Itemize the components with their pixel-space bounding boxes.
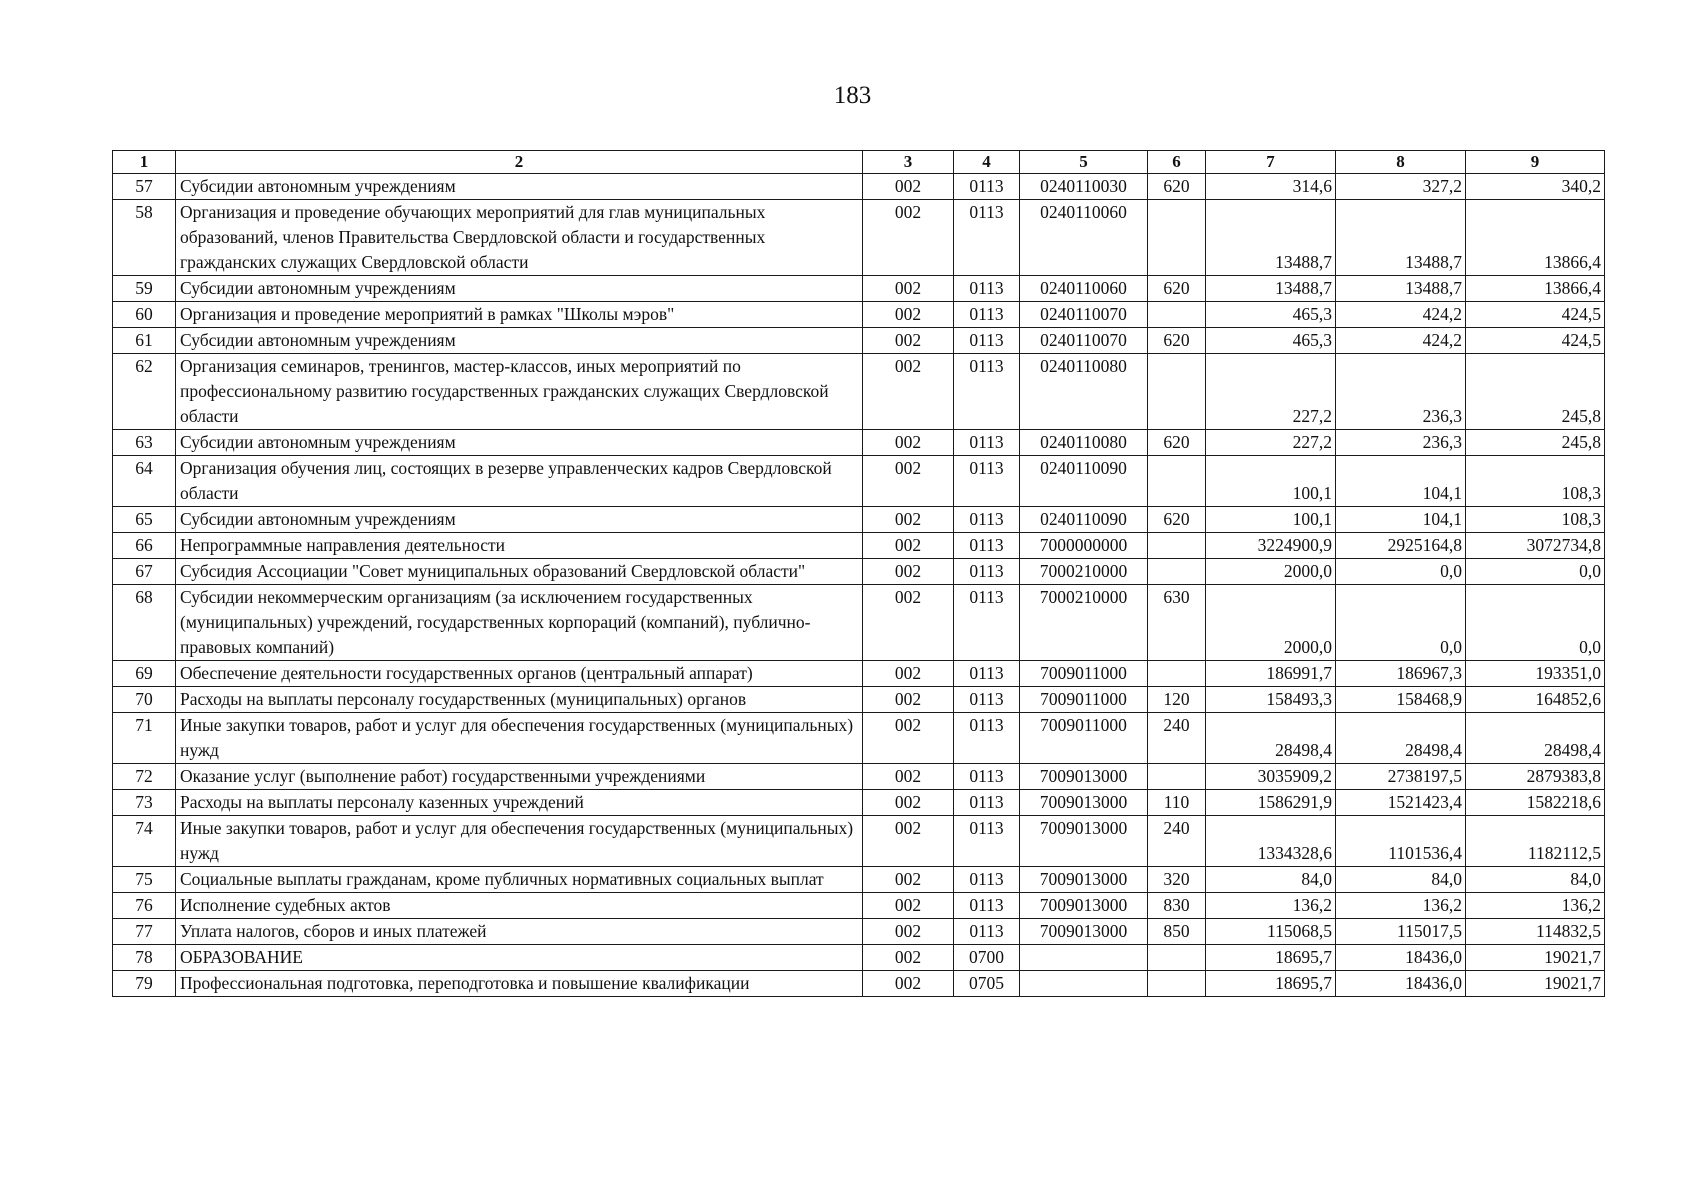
row-value-8: 0,0 bbox=[1336, 559, 1466, 585]
row-number: 65 bbox=[113, 507, 176, 533]
table-row bbox=[113, 687, 1605, 713]
row-value-9: 245,8 bbox=[1466, 354, 1605, 430]
row-value-7: 1334328,6 bbox=[1206, 816, 1336, 867]
row-code-5: 7009013000 bbox=[1020, 893, 1148, 919]
row-value-8: 424,2 bbox=[1336, 328, 1466, 354]
row-number: 77 bbox=[113, 919, 176, 945]
row-code-4: 0705 bbox=[954, 971, 1020, 997]
row-name: Организация и проведение мероприятий в рамках "Школы мэров" bbox=[176, 302, 863, 328]
row-number: 57 bbox=[113, 174, 176, 200]
row-code-5: 7009011000 bbox=[1020, 661, 1148, 687]
row-code-3: 002 bbox=[863, 507, 954, 533]
col-header-6: 6 bbox=[1148, 151, 1206, 174]
row-code-5: 0240110030 bbox=[1020, 174, 1148, 200]
row-code-6: 620 bbox=[1148, 328, 1206, 354]
row-value-9: 108,3 bbox=[1466, 507, 1605, 533]
row-value-9: 1182112,5 bbox=[1466, 816, 1605, 867]
col-header-5: 5 bbox=[1020, 151, 1148, 174]
row-code-3: 002 bbox=[863, 533, 954, 559]
row-value-8: 104,1 bbox=[1336, 456, 1466, 507]
row-code-3: 002 bbox=[863, 764, 954, 790]
row-value-9: 1582218,6 bbox=[1466, 790, 1605, 816]
budget-table bbox=[112, 150, 1605, 997]
row-value-8: 236,3 bbox=[1336, 430, 1466, 456]
col-header-8: 8 bbox=[1336, 151, 1466, 174]
row-code-5: 7009013000 bbox=[1020, 919, 1148, 945]
row-code-5: 7009011000 bbox=[1020, 687, 1148, 713]
col-header-7: 7 bbox=[1206, 151, 1336, 174]
table-row bbox=[113, 328, 1605, 354]
row-code-4: 0113 bbox=[954, 276, 1020, 302]
row-code-4: 0113 bbox=[954, 456, 1020, 507]
row-value-8: 158468,9 bbox=[1336, 687, 1466, 713]
row-value-7: 227,2 bbox=[1206, 354, 1336, 430]
row-value-8: 13488,7 bbox=[1336, 276, 1466, 302]
row-number: 75 bbox=[113, 867, 176, 893]
row-code-3: 002 bbox=[863, 713, 954, 764]
row-code-3: 002 bbox=[863, 893, 954, 919]
row-code-4: 0113 bbox=[954, 302, 1020, 328]
row-code-6: 830 bbox=[1148, 893, 1206, 919]
row-code-4: 0113 bbox=[954, 764, 1020, 790]
row-name: Социальные выплаты гражданам, кроме публичных нормативных социальных выплат bbox=[176, 867, 863, 893]
row-code-4: 0113 bbox=[954, 790, 1020, 816]
row-name: Расходы на выплаты персоналу государственных (муниципальных) органов bbox=[176, 687, 863, 713]
row-code-6 bbox=[1148, 354, 1206, 430]
row-number: 69 bbox=[113, 661, 176, 687]
row-name: Организация обучения лиц, состоящих в резерве управленческих кадров Свердловской области bbox=[176, 456, 863, 507]
row-value-9: 114832,5 bbox=[1466, 919, 1605, 945]
table-row bbox=[113, 764, 1605, 790]
row-code-6: 620 bbox=[1148, 430, 1206, 456]
row-code-5: 7000000000 bbox=[1020, 533, 1148, 559]
row-value-9: 19021,7 bbox=[1466, 945, 1605, 971]
row-value-8: 18436,0 bbox=[1336, 971, 1466, 997]
row-value-7: 13488,7 bbox=[1206, 200, 1336, 276]
row-value-8: 1521423,4 bbox=[1336, 790, 1466, 816]
row-value-9: 28498,4 bbox=[1466, 713, 1605, 764]
row-number: 66 bbox=[113, 533, 176, 559]
row-code-5: 7000210000 bbox=[1020, 585, 1148, 661]
col-header-2: 2 bbox=[176, 151, 863, 174]
row-code-6: 850 bbox=[1148, 919, 1206, 945]
row-value-8: 236,3 bbox=[1336, 354, 1466, 430]
row-value-7: 3224900,9 bbox=[1206, 533, 1336, 559]
row-number: 67 bbox=[113, 559, 176, 585]
row-code-3: 002 bbox=[863, 661, 954, 687]
row-code-3: 002 bbox=[863, 200, 954, 276]
row-value-9: 424,5 bbox=[1466, 302, 1605, 328]
row-code-6 bbox=[1148, 302, 1206, 328]
row-number: 79 bbox=[113, 971, 176, 997]
row-name: Оказание услуг (выполнение работ) государственными учреждениями bbox=[176, 764, 863, 790]
row-code-3: 002 bbox=[863, 971, 954, 997]
table-row bbox=[113, 276, 1605, 302]
row-value-7: 18695,7 bbox=[1206, 971, 1336, 997]
row-number: 59 bbox=[113, 276, 176, 302]
table-row bbox=[113, 456, 1605, 507]
row-code-6: 620 bbox=[1148, 507, 1206, 533]
row-number: 64 bbox=[113, 456, 176, 507]
row-name: Иные закупки товаров, работ и услуг для обеспечения государственных (муниципальных) нужд bbox=[176, 713, 863, 764]
row-value-9: 13866,4 bbox=[1466, 276, 1605, 302]
row-name: Субсидии автономным учреждениям bbox=[176, 174, 863, 200]
row-code-5: 0240110090 bbox=[1020, 456, 1148, 507]
row-name: Субсидии автономным учреждениям bbox=[176, 328, 863, 354]
row-code-3: 002 bbox=[863, 328, 954, 354]
row-code-5: 7009011000 bbox=[1020, 713, 1148, 764]
row-code-5: 0240110070 bbox=[1020, 302, 1148, 328]
table-row bbox=[113, 585, 1605, 661]
row-name: Субсидия Ассоциации "Совет муниципальных образований Свердловской области" bbox=[176, 559, 863, 585]
row-code-6: 320 bbox=[1148, 867, 1206, 893]
table-row bbox=[113, 533, 1605, 559]
row-value-8: 2738197,5 bbox=[1336, 764, 1466, 790]
row-code-6 bbox=[1148, 533, 1206, 559]
row-number: 62 bbox=[113, 354, 176, 430]
row-code-4: 0113 bbox=[954, 867, 1020, 893]
row-code-4: 0113 bbox=[954, 507, 1020, 533]
row-value-9: 108,3 bbox=[1466, 456, 1605, 507]
row-code-6 bbox=[1148, 764, 1206, 790]
row-value-8: 327,2 bbox=[1336, 174, 1466, 200]
row-value-9: 193351,0 bbox=[1466, 661, 1605, 687]
row-value-7: 465,3 bbox=[1206, 302, 1336, 328]
row-value-9: 84,0 bbox=[1466, 867, 1605, 893]
row-value-9: 19021,7 bbox=[1466, 971, 1605, 997]
row-code-3: 002 bbox=[863, 867, 954, 893]
row-value-8: 1101536,4 bbox=[1336, 816, 1466, 867]
row-value-7: 1586291,9 bbox=[1206, 790, 1336, 816]
row-code-6: 630 bbox=[1148, 585, 1206, 661]
row-value-9: 245,8 bbox=[1466, 430, 1605, 456]
row-code-3: 002 bbox=[863, 456, 954, 507]
row-code-5: 7009013000 bbox=[1020, 816, 1148, 867]
table-row bbox=[113, 971, 1605, 997]
row-number: 61 bbox=[113, 328, 176, 354]
row-value-7: 18695,7 bbox=[1206, 945, 1336, 971]
row-number: 70 bbox=[113, 687, 176, 713]
row-code-3: 002 bbox=[863, 816, 954, 867]
row-code-4: 0113 bbox=[954, 713, 1020, 764]
row-code-5: 0240110060 bbox=[1020, 276, 1148, 302]
row-code-5 bbox=[1020, 945, 1148, 971]
table-row bbox=[113, 354, 1605, 430]
row-value-8: 84,0 bbox=[1336, 867, 1466, 893]
row-code-3: 002 bbox=[863, 687, 954, 713]
row-name: Иные закупки товаров, работ и услуг для обеспечения государственных (муниципальных) нужд bbox=[176, 816, 863, 867]
row-value-8: 424,2 bbox=[1336, 302, 1466, 328]
table-row bbox=[113, 945, 1605, 971]
row-value-7: 100,1 bbox=[1206, 456, 1336, 507]
row-value-9: 0,0 bbox=[1466, 585, 1605, 661]
row-code-3: 002 bbox=[863, 945, 954, 971]
table-row bbox=[113, 430, 1605, 456]
row-code-6: 120 bbox=[1148, 687, 1206, 713]
row-value-9: 136,2 bbox=[1466, 893, 1605, 919]
row-code-6: 240 bbox=[1148, 713, 1206, 764]
row-code-5: 0240110090 bbox=[1020, 507, 1148, 533]
row-code-5: 7009013000 bbox=[1020, 790, 1148, 816]
row-code-4: 0113 bbox=[954, 328, 1020, 354]
row-name: Субсидии автономным учреждениям bbox=[176, 430, 863, 456]
row-value-7: 13488,7 bbox=[1206, 276, 1336, 302]
row-value-9: 164852,6 bbox=[1466, 687, 1605, 713]
row-value-9: 340,2 bbox=[1466, 174, 1605, 200]
row-code-6 bbox=[1148, 559, 1206, 585]
row-value-9: 3072734,8 bbox=[1466, 533, 1605, 559]
col-header-4: 4 bbox=[954, 151, 1020, 174]
row-name: ОБРАЗОВАНИЕ bbox=[176, 945, 863, 971]
row-code-6 bbox=[1148, 971, 1206, 997]
table-body bbox=[113, 174, 1605, 997]
row-value-9: 424,5 bbox=[1466, 328, 1605, 354]
col-header-3: 3 bbox=[863, 151, 954, 174]
row-number: 71 bbox=[113, 713, 176, 764]
row-code-4: 0113 bbox=[954, 687, 1020, 713]
table-row bbox=[113, 200, 1605, 276]
row-number: 74 bbox=[113, 816, 176, 867]
row-code-3: 002 bbox=[863, 354, 954, 430]
row-value-8: 13488,7 bbox=[1336, 200, 1466, 276]
row-code-4: 0113 bbox=[954, 354, 1020, 430]
row-value-8: 2925164,8 bbox=[1336, 533, 1466, 559]
row-value-7: 100,1 bbox=[1206, 507, 1336, 533]
row-number: 60 bbox=[113, 302, 176, 328]
row-number: 63 bbox=[113, 430, 176, 456]
row-name: Непрограммные направления деятельности bbox=[176, 533, 863, 559]
row-code-3: 002 bbox=[863, 585, 954, 661]
row-value-8: 115017,5 bbox=[1336, 919, 1466, 945]
row-number: 78 bbox=[113, 945, 176, 971]
row-value-8: 18436,0 bbox=[1336, 945, 1466, 971]
row-name: Исполнение судебных актов bbox=[176, 893, 863, 919]
row-code-4: 0113 bbox=[954, 174, 1020, 200]
row-name: Уплата налогов, сборов и иных платежей bbox=[176, 919, 863, 945]
row-code-5: 7000210000 bbox=[1020, 559, 1148, 585]
row-value-8: 104,1 bbox=[1336, 507, 1466, 533]
row-code-4: 0113 bbox=[954, 919, 1020, 945]
row-value-7: 465,3 bbox=[1206, 328, 1336, 354]
row-number: 68 bbox=[113, 585, 176, 661]
row-value-9: 0,0 bbox=[1466, 559, 1605, 585]
table-row bbox=[113, 893, 1605, 919]
table-row bbox=[113, 507, 1605, 533]
row-code-4: 0113 bbox=[954, 200, 1020, 276]
row-value-8: 136,2 bbox=[1336, 893, 1466, 919]
row-value-7: 158493,3 bbox=[1206, 687, 1336, 713]
page-number: 183 bbox=[833, 82, 872, 109]
row-code-6: 620 bbox=[1148, 276, 1206, 302]
row-number: 72 bbox=[113, 764, 176, 790]
row-code-3: 002 bbox=[863, 559, 954, 585]
table-row bbox=[113, 174, 1605, 200]
row-code-5: 0240110080 bbox=[1020, 354, 1148, 430]
row-value-7: 186991,7 bbox=[1206, 661, 1336, 687]
row-code-6: 110 bbox=[1148, 790, 1206, 816]
row-name: Субсидии автономным учреждениям bbox=[176, 507, 863, 533]
row-name: Профессиональная подготовка, переподготовка и повышение квалификации bbox=[176, 971, 863, 997]
row-code-3: 002 bbox=[863, 430, 954, 456]
row-number: 73 bbox=[113, 790, 176, 816]
row-value-7: 136,2 bbox=[1206, 893, 1336, 919]
col-header-9: 9 bbox=[1466, 151, 1605, 174]
row-value-7: 28498,4 bbox=[1206, 713, 1336, 764]
table-row bbox=[113, 790, 1605, 816]
row-code-6: 240 bbox=[1148, 816, 1206, 867]
row-code-6 bbox=[1148, 945, 1206, 971]
row-name: Обеспечение деятельности государственных органов (центральный аппарат) bbox=[176, 661, 863, 687]
row-code-6: 620 bbox=[1148, 174, 1206, 200]
row-code-6 bbox=[1148, 661, 1206, 687]
header-row bbox=[113, 151, 1605, 174]
row-code-4: 0700 bbox=[954, 945, 1020, 971]
row-code-4: 0113 bbox=[954, 585, 1020, 661]
row-code-3: 002 bbox=[863, 790, 954, 816]
row-name: Организация семинаров, тренингов, мастер-классов, иных мероприятий по профессиональному развитию государственных гражданских служащих Свердловской области bbox=[176, 354, 863, 430]
row-code-5: 0240110060 bbox=[1020, 200, 1148, 276]
row-code-3: 002 bbox=[863, 276, 954, 302]
row-code-4: 0113 bbox=[954, 816, 1020, 867]
row-value-7: 3035909,2 bbox=[1206, 764, 1336, 790]
row-code-6 bbox=[1148, 200, 1206, 276]
row-value-9: 13866,4 bbox=[1466, 200, 1605, 276]
row-value-8: 0,0 bbox=[1336, 585, 1466, 661]
row-code-5 bbox=[1020, 971, 1148, 997]
row-value-8: 28498,4 bbox=[1336, 713, 1466, 764]
row-code-6 bbox=[1148, 456, 1206, 507]
row-value-9: 2879383,8 bbox=[1466, 764, 1605, 790]
row-number: 76 bbox=[113, 893, 176, 919]
row-code-4: 0113 bbox=[954, 559, 1020, 585]
row-value-7: 2000,0 bbox=[1206, 585, 1336, 661]
row-code-4: 0113 bbox=[954, 533, 1020, 559]
table-row bbox=[113, 661, 1605, 687]
row-name: Организация и проведение обучающих мероприятий для глав муниципальных образований, членов Правительства Свердловской области и государственных гражданских служащих Свердловской области bbox=[176, 200, 863, 276]
row-number: 58 bbox=[113, 200, 176, 276]
table-row bbox=[113, 919, 1605, 945]
row-value-8: 186967,3 bbox=[1336, 661, 1466, 687]
row-code-5: 0240110070 bbox=[1020, 328, 1148, 354]
row-code-3: 002 bbox=[863, 919, 954, 945]
row-value-7: 2000,0 bbox=[1206, 559, 1336, 585]
table-row bbox=[113, 816, 1605, 867]
row-code-3: 002 bbox=[863, 174, 954, 200]
table-row bbox=[113, 302, 1605, 328]
row-code-5: 7009013000 bbox=[1020, 764, 1148, 790]
row-code-5: 0240110080 bbox=[1020, 430, 1148, 456]
row-name: Субсидии автономным учреждениям bbox=[176, 276, 863, 302]
row-code-4: 0113 bbox=[954, 893, 1020, 919]
col-header-1: 1 bbox=[113, 151, 176, 174]
row-value-7: 314,6 bbox=[1206, 174, 1336, 200]
row-code-4: 0113 bbox=[954, 661, 1020, 687]
table-row bbox=[113, 713, 1605, 764]
row-name: Расходы на выплаты персоналу казенных учреждений bbox=[176, 790, 863, 816]
row-code-4: 0113 bbox=[954, 430, 1020, 456]
table-row bbox=[113, 559, 1605, 585]
row-code-5: 7009013000 bbox=[1020, 867, 1148, 893]
table-row bbox=[113, 867, 1605, 893]
row-name: Субсидии некоммерческим организациям (за исключением государственных (муниципальных) учреждений, государственных корпораций (компаний), публично-правовых компаний) bbox=[176, 585, 863, 661]
row-value-7: 227,2 bbox=[1206, 430, 1336, 456]
row-value-7: 115068,5 bbox=[1206, 919, 1336, 945]
row-code-3: 002 bbox=[863, 302, 954, 328]
row-value-7: 84,0 bbox=[1206, 867, 1336, 893]
